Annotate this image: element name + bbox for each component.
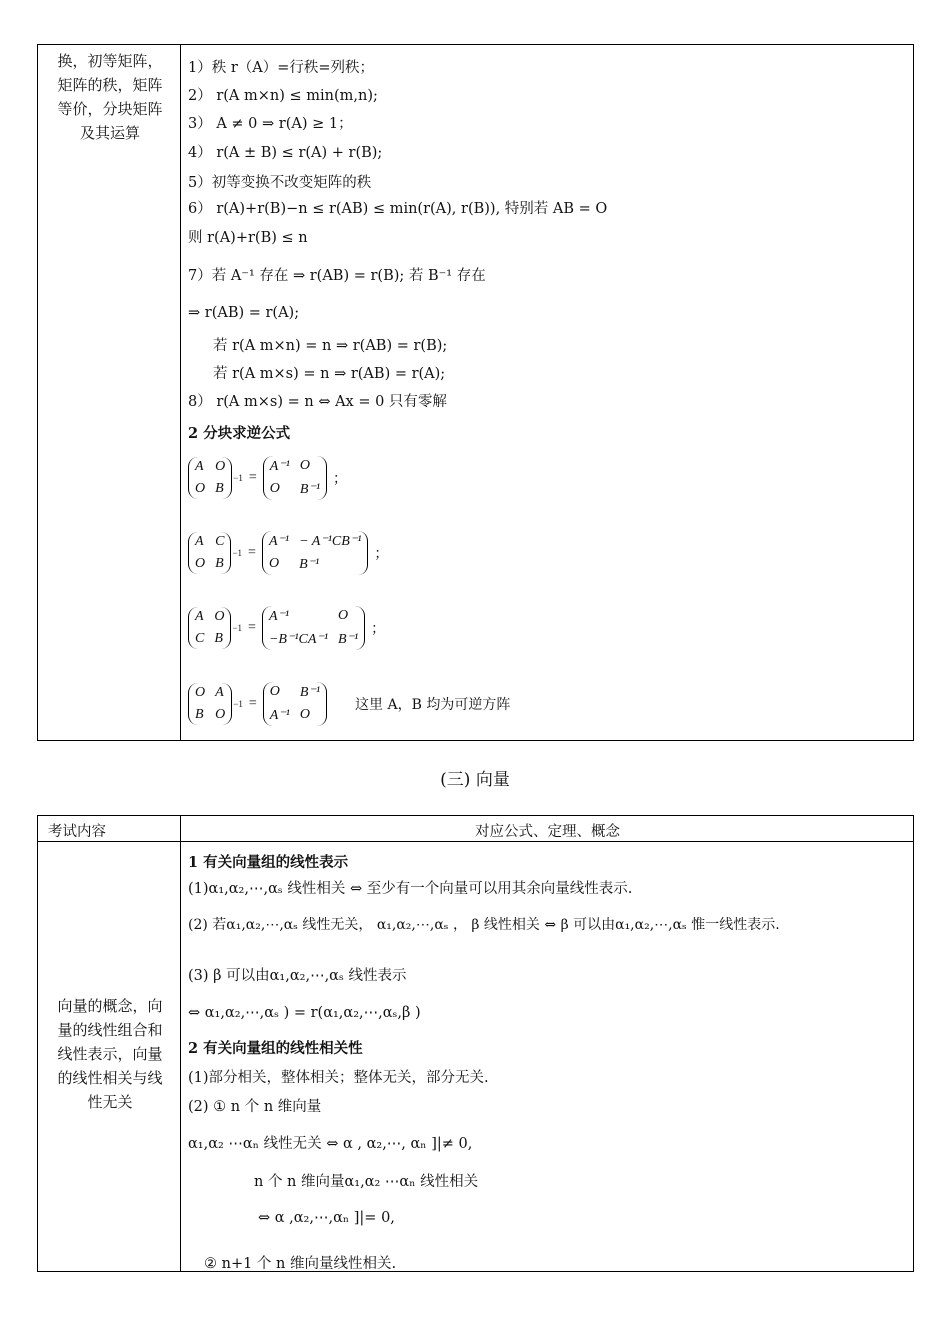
formula-line: (2) ① n 个 n 维向量 (188, 1099, 322, 1115)
topic-line: 量的线性组合和 (57, 1021, 163, 1039)
matrix-entry: B (215, 556, 224, 571)
formula-line: 则 r(A)+r(B) ≤ n (188, 230, 308, 246)
formula-line: 3） A ≠ 0 ⇒ r(A) ≥ 1； (188, 116, 353, 132)
formula-tail: ； (371, 622, 386, 637)
formula-line: 5）初等变换不改变矩阵的秩 (188, 175, 372, 191)
matrix-entry: A (195, 459, 204, 474)
topic-cell (44, 994, 176, 1114)
block-inverse-formula: A C O B −1 = A⁻¹ − A⁻¹CB⁻¹ O B⁻¹ ； (188, 531, 388, 575)
formula-line: ⇒ r(AB) = r(A); (188, 305, 300, 321)
matrix-entry: B⁻¹ (338, 632, 359, 647)
formula-line: (1)部分相关，整体相关；整体无关，部分无关. (188, 1070, 489, 1086)
matrix-entry: O (299, 458, 310, 473)
matrix-entry: O (195, 556, 206, 571)
formula-line: 6） r(A)+r(B)−n ≤ r(AB) ≤ min(r(A), r(B)), 特别若 AB = O (188, 201, 608, 217)
formula-line: n 个 n 维向量α₁,α₂ ⋯αₙ 线性相关 (254, 1174, 479, 1190)
topic-line: 性无关 (87, 1093, 133, 1111)
header-content: 考试内容 (48, 824, 106, 840)
matrix-entry: O (195, 685, 206, 700)
matrix-entry: O (215, 459, 226, 474)
matrix-entry: C (195, 631, 205, 646)
formula-line: ⇔ α ,α₂,⋯,αₙ ]|= 0, (258, 1210, 395, 1226)
formula-line: 4） r(A ± B) ≤ r(A) + r(B); (188, 145, 383, 161)
matrix-entry: −B⁻¹CA⁻¹ (268, 632, 329, 647)
matrix-entry: O (268, 556, 280, 571)
matrix-entry: O (269, 684, 280, 699)
matrix-entry: B⁻¹ (299, 482, 321, 497)
column-divider (180, 45, 181, 740)
formula-line: (3) β 可以由α₁,α₂,⋯,αₛ 线性表示 (188, 968, 407, 984)
matrix-entry: − A⁻¹CB⁻¹ (299, 534, 362, 549)
matrix-entry: A (195, 534, 204, 549)
matrix-entry: B (215, 481, 224, 496)
header-divider (38, 841, 913, 842)
block-inverse-formula: A O O B −1 = A⁻¹ O O B⁻¹ ； (188, 456, 347, 500)
block-inverse-formula: A O C B −1 = A⁻¹ O −B⁻¹CA⁻¹ B⁻¹ ； (188, 606, 385, 650)
block-inverse-formula: O A B O −1 = O B⁻¹ A⁻¹ O 这里 A，B 均为可逆方阵 (188, 682, 510, 726)
topic-line: 等价，分块矩阵 (57, 100, 163, 118)
topic-cell (44, 49, 176, 145)
matrix-entry: B⁻¹ (299, 685, 321, 700)
matrix-entry: A⁻¹ (268, 534, 290, 549)
matrix-entry: A⁻¹ (268, 609, 290, 624)
formula-line: 7）若 A⁻¹ 存在 ⇒ r(AB) = r(B); 若 B⁻¹ 存在 (188, 268, 486, 284)
formula-line: 2） r(A m×n) ≤ min(m,n); (188, 88, 378, 104)
matrix-entry: A⁻¹ (269, 708, 290, 723)
formula-note: 这里 A，B 均为可逆方阵 (355, 697, 511, 713)
matrix-entry: A (215, 685, 224, 700)
formula-tail: ； (374, 547, 389, 562)
formula-line: α₁,α₂ ⋯αₙ 线性无关 ⇔ α , α₂,⋯, αₙ ]|≠ 0, (188, 1136, 473, 1152)
section-title: (三) 向量 (440, 770, 510, 790)
column-divider (180, 816, 181, 1271)
matrix-entry: O (195, 481, 206, 496)
formula-line: 若 r(A m×n) = n ⇒ r(AB) = r(B); (213, 338, 448, 354)
matrix-entry: B⁻¹ (299, 557, 320, 572)
formula-line: 1）秩 r（A）=行秩=列秩； (188, 60, 375, 76)
formula-line: ⇔ α₁,α₂,⋯,αₛ ) = r(α₁,α₂,⋯,αₛ,β ) (188, 1005, 421, 1021)
topic-line: 及其运算 (79, 124, 140, 142)
formula-line: (1)α₁,α₂,⋯,αₛ 线性相关 ⇔ 至少有一个向量可以用其余向量线性表示. (188, 881, 633, 897)
formula-line: ② n+1 个 n 维向量线性相关. (204, 1256, 397, 1272)
topic-line: 线性表示，向量 (57, 1045, 163, 1063)
section-heading: 2 分块求逆公式 (188, 425, 291, 442)
matrix-entry: O (338, 608, 349, 623)
section-heading: 2 有关向量组的线性相关性 (188, 1040, 363, 1057)
topic-line: 的线性相关与线 (57, 1069, 163, 1087)
formula-line: 8） r(A m×s) = n ⇔ Ax = 0 只有零解 (188, 394, 447, 410)
matrix-entry: O (299, 707, 310, 722)
matrix-entry: B (195, 707, 204, 722)
matrix-entry: O (214, 609, 225, 624)
formula-line: 若 r(A m×s) = n ⇒ r(AB) = r(A); (213, 366, 446, 382)
matrix-entry: O (215, 707, 226, 722)
formula-line: (2) 若α₁,α₂,⋯,αₛ 线性无关， α₁,α₂,⋯,αₛ ， β 线性相关 ⇔ β 可以由α₁,α₂,⋯,αₛ 惟一线性表示. (188, 917, 780, 933)
matrix-entry: O (269, 481, 280, 496)
matrix-entry: C (215, 534, 225, 549)
topic-line: 向量的概念，向 (57, 997, 163, 1015)
matrix-entry: A (195, 609, 204, 624)
topic-line: 换，初等矩阵， (57, 52, 163, 70)
formula-tail: ； (333, 472, 348, 487)
matrix-entry: B (214, 631, 223, 646)
rank-table (37, 44, 914, 741)
matrix-entry: A⁻¹ (269, 459, 290, 474)
section-heading: 1 有关向量组的线性表示 (188, 854, 349, 871)
header-formulas: 对应公式、定理、概念 (475, 824, 620, 840)
topic-line: 矩阵的秩，矩阵 (57, 76, 163, 94)
